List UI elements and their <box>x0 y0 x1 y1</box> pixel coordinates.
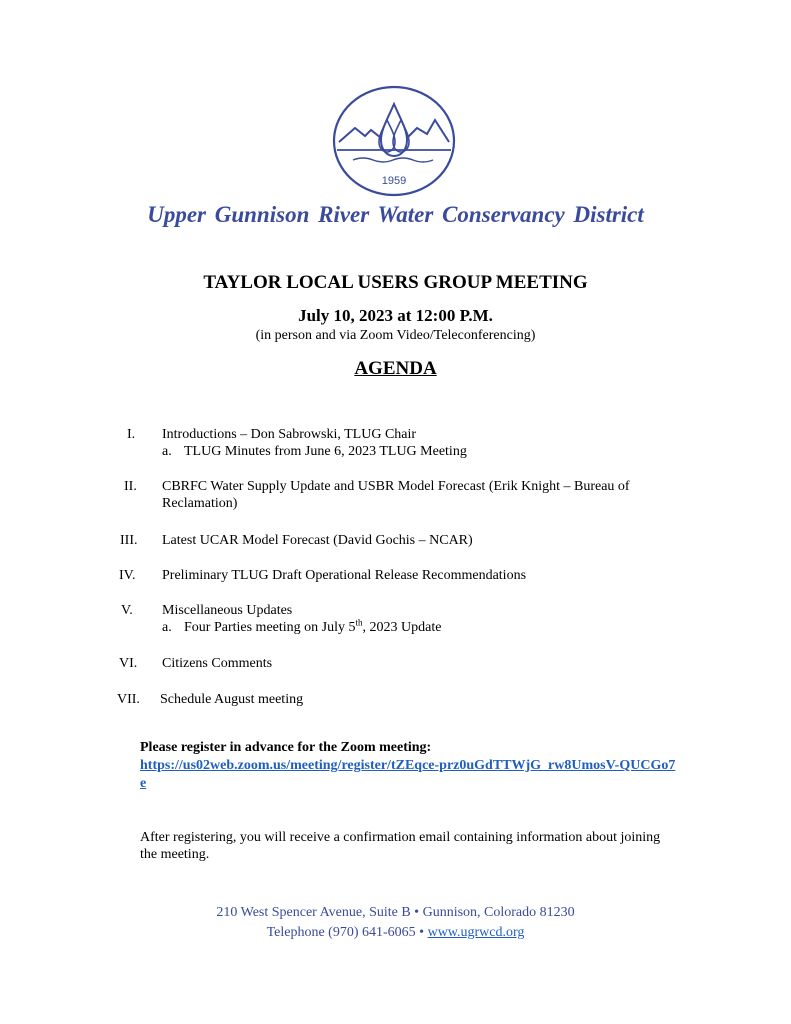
agenda-num-4: IV. <box>119 568 136 583</box>
footer-contact <box>0 925 791 941</box>
meeting-date: July 10, 2023 at 12:00 P.M. <box>298 306 493 325</box>
org-name: Upper Gunnison River Water Conservancy District <box>147 202 644 227</box>
logo-year: 1959 <box>381 175 407 187</box>
subitem-text-sup: th <box>355 617 363 628</box>
subitem-text-pre: Four Parties meeting on July 5 <box>184 620 356 635</box>
district-logo <box>331 84 457 198</box>
agenda-subitem-1a <box>162 443 467 460</box>
subitem-letter: a. <box>162 444 172 459</box>
agenda-num-1: I. <box>127 427 136 442</box>
agenda-item-6: Citizens Comments <box>162 656 273 671</box>
zoom-registration-link[interactable]: https://us02web.zoom.us/meeting/register/tZEqce-prz0uGdTTWjG_rw8UmosV-QUCGo7e <box>140 758 676 791</box>
agenda-item-2: CBRFC Water Supply Update and USBR Model Forecast (Erik Knight – Bureau of Reclamation) <box>162 479 630 511</box>
agenda-item-1: Introductions – Don Sabrowski, TLUG Chair <box>162 427 417 442</box>
agenda-subitem-5a <box>162 619 441 636</box>
agenda-item-5: Miscellaneous Updates <box>162 603 293 618</box>
footer-phone: Telephone (970) 641-6065 • <box>266 925 428 940</box>
subitem-text-post: , 2023 Update <box>362 620 442 635</box>
meeting-title: TAYLOR LOCAL USERS GROUP MEETING <box>203 272 588 293</box>
subitem-letter: a. <box>162 620 172 635</box>
meeting-note: (in person and via Zoom Video/Teleconferencing) <box>255 328 536 343</box>
agenda-num-7: VII. <box>117 692 140 707</box>
agenda-num-3: III. <box>120 533 138 548</box>
agenda-num-2: II. <box>124 479 137 494</box>
agenda-heading: AGENDA <box>354 358 437 379</box>
agenda-item-3: Latest UCAR Model Forecast (David Gochis – NCAR) <box>162 533 473 548</box>
agenda-num-6: VI. <box>119 656 138 671</box>
website-link[interactable]: www.ugrwcd.org <box>427 925 525 940</box>
agenda-item-4: Preliminary TLUG Draft Operational Release Recommendations <box>162 568 527 583</box>
registration-info: After registering, you will receive a confirmation email containing information about joining the meeting. <box>140 830 661 862</box>
agenda-num-5: V. <box>121 603 133 618</box>
subitem-text: TLUG Minutes from June 6, 2023 TLUG Meeting <box>184 444 467 459</box>
footer-address: 210 West Spencer Avenue, Suite B • Gunnison, Colorado 81230 <box>216 905 575 920</box>
agenda-item-7: Schedule August meeting <box>160 692 304 707</box>
registration-label: Please register in advance for the Zoom meeting: <box>140 740 432 755</box>
